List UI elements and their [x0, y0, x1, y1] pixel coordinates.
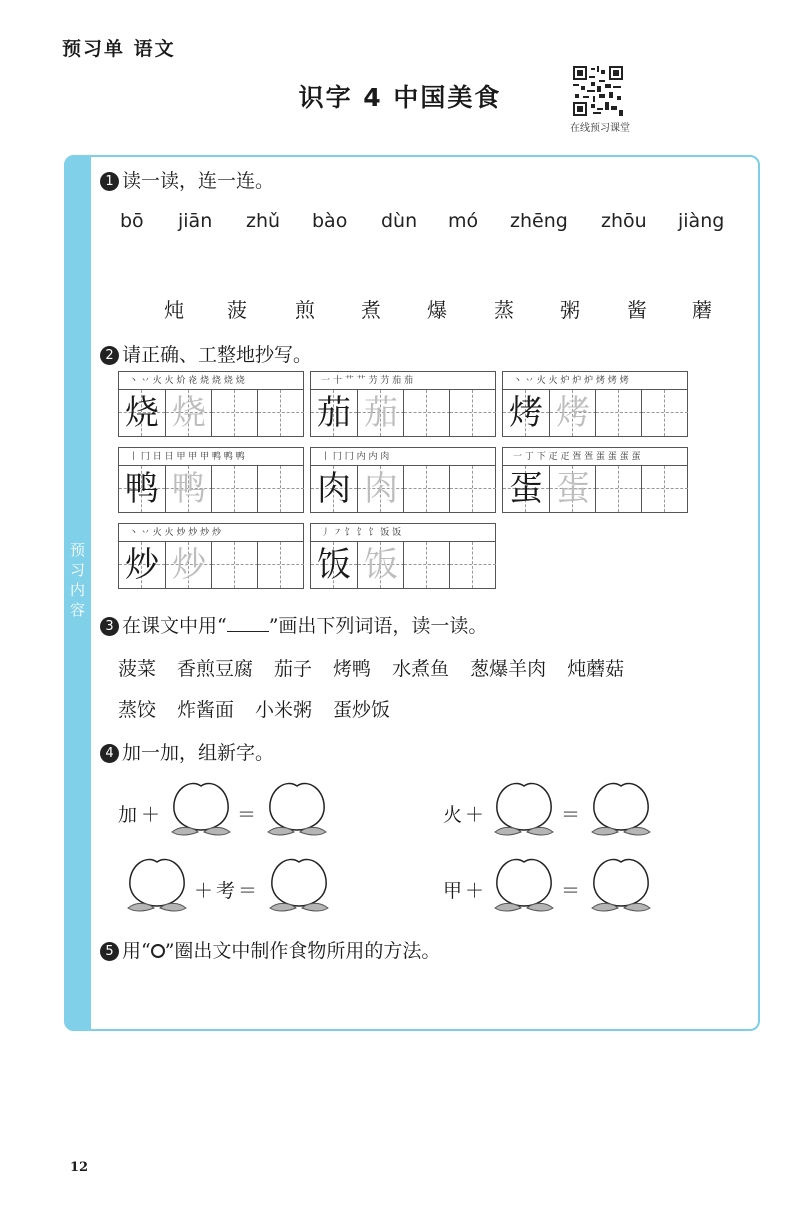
word-item[interactable]: 烤鸭: [333, 658, 372, 680]
sample-cell: [311, 390, 357, 436]
writing-cell[interactable]: [449, 542, 495, 588]
stroke-order-row: 丶 丷 火 火 炉 炉 炉 烤 烤 烤: [503, 372, 687, 390]
model-character: 鸭: [125, 469, 159, 509]
sample-cell: [357, 542, 403, 588]
question-2: [100, 340, 312, 367]
question-number: 2: [100, 346, 119, 365]
character-item[interactable]: 菠: [227, 298, 247, 322]
model-character: 饭: [317, 545, 351, 585]
writing-cell[interactable]: [257, 466, 303, 512]
pinyin-item[interactable]: bō: [120, 210, 144, 232]
word-item[interactable]: 菠菜: [118, 658, 157, 680]
character-item[interactable]: 蒸: [494, 298, 514, 322]
writing-cell[interactable]: [449, 466, 495, 512]
writing-cell[interactable]: [449, 390, 495, 436]
lesson-title: 识字 4 中国美食: [298, 83, 502, 112]
writing-cell[interactable]: [641, 390, 687, 436]
writing-cell[interactable]: [257, 390, 303, 436]
character-item[interactable]: 粥: [560, 298, 580, 322]
model-character: 蛋: [509, 469, 543, 509]
model-character: 肉: [317, 469, 351, 509]
stroke-order-row: 丿 ㇇ 饣 饣 饣 饭 饭: [311, 524, 495, 542]
sample-cell: [357, 390, 403, 436]
word-item[interactable]: 水煮鱼: [392, 658, 450, 680]
word-item[interactable]: 茄子: [274, 658, 313, 680]
equals-sign: ＝: [561, 804, 581, 826]
circle-mark-icon: [151, 944, 165, 958]
equals-sign: ＝: [237, 804, 257, 826]
question-4: [100, 738, 274, 765]
word-item[interactable]: 小米粥: [255, 699, 313, 721]
character-item[interactable]: 炖: [164, 298, 184, 322]
book-header: 预习单 语文: [62, 38, 176, 60]
sample-cell: [165, 390, 211, 436]
writing-cell[interactable]: [595, 466, 641, 512]
word-item[interactable]: 香煎豆腐: [177, 658, 254, 680]
question-number: 4: [100, 744, 119, 763]
question-3: 3 在课文中用“ ”画出下列词语，读一读。: [100, 611, 487, 638]
character-item[interactable]: 煮: [361, 298, 381, 322]
model-character: 烧: [125, 393, 159, 433]
equation-term: 加: [118, 804, 138, 826]
question-text: 加一加，组新字。: [122, 742, 275, 764]
question-number: 1: [100, 172, 119, 191]
underline-sample: [227, 615, 269, 632]
plus-sign: ＋: [465, 880, 485, 902]
pinyin-item[interactable]: jiān: [178, 210, 213, 232]
page-number: 12: [70, 1160, 89, 1175]
sample-cell: [119, 542, 165, 588]
word-item[interactable]: 蛋炒饭: [333, 699, 391, 721]
copy-box: [118, 523, 304, 589]
copy-box: [502, 371, 688, 437]
stroke-order-row: 丶 丷 火 火 炒 炒 炒 炒: [119, 524, 303, 542]
trace-character: 烧: [172, 393, 206, 433]
copy-box: [118, 447, 304, 513]
word-list-row-2: [118, 695, 411, 722]
writing-cell[interactable]: [211, 466, 257, 512]
plus-sign: ＋: [141, 804, 161, 826]
writing-cell[interactable]: [257, 542, 303, 588]
peach-answer-icon[interactable]: [588, 856, 654, 914]
sample-cell: [119, 466, 165, 512]
character-item[interactable]: 酱: [627, 298, 647, 322]
trace-character: 茄: [364, 393, 398, 433]
qr-code-icon[interactable]: [573, 66, 623, 116]
trace-character: 烤: [556, 393, 590, 433]
word-item[interactable]: 葱爆羊肉: [470, 658, 547, 680]
writing-cell[interactable]: [211, 390, 257, 436]
writing-cell[interactable]: [595, 390, 641, 436]
peach-answer-icon[interactable]: [588, 780, 654, 838]
copy-box: [502, 447, 688, 513]
writing-cell[interactable]: [403, 542, 449, 588]
peach-answer-icon[interactable]: [491, 856, 557, 914]
writing-cell[interactable]: [403, 390, 449, 436]
pinyin-item[interactable]: jiàng: [678, 210, 725, 232]
trace-character: 肉: [364, 469, 398, 509]
model-character: 烤: [509, 393, 543, 433]
peach-answer-icon[interactable]: [491, 780, 557, 838]
question-text: 请正确、工整地抄写。: [122, 344, 313, 366]
sample-cell: [165, 542, 211, 588]
peach-answer-icon[interactable]: [168, 780, 234, 838]
trace-character: 鸭: [172, 469, 206, 509]
sample-cell: [549, 466, 595, 512]
peach-answer-icon[interactable]: [264, 780, 330, 838]
stroke-order-row: 丨 冂 日 日 甲 甲 甲 鸭 鸭 鸭: [119, 448, 303, 466]
writing-cell[interactable]: [641, 466, 687, 512]
sample-cell: [311, 542, 357, 588]
sample-cell: [311, 466, 357, 512]
pinyin-item[interactable]: mó: [448, 210, 479, 232]
plus-sign: ＋: [465, 804, 485, 826]
trace-character: 饭: [364, 545, 398, 585]
copy-box: [310, 371, 496, 437]
character-item[interactable]: 爆: [427, 298, 447, 322]
pinyin-item[interactable]: dùn: [381, 210, 418, 232]
stroke-order-row: 丶 丷 火 火 炌 炛 烧 烧 烧 烧: [119, 372, 303, 390]
equals-sign: ＝: [238, 880, 258, 902]
model-character: 茄: [317, 393, 351, 433]
sample-cell: [165, 466, 211, 512]
equation-term: 考: [216, 880, 236, 902]
trace-character: 蛋: [556, 469, 590, 509]
character-item[interactable]: 煎: [295, 298, 315, 322]
sample-cell: [549, 390, 595, 436]
peach-answer-icon[interactable]: [124, 856, 190, 914]
stroke-order-row: 一 丁 下 疋 疋 疍 疍 蛋 蛋 蛋 蛋: [503, 448, 687, 466]
word-item[interactable]: 炸酱面: [177, 699, 235, 721]
pinyin-item[interactable]: zhēng: [510, 210, 568, 232]
stroke-order-row: 丨 冂 冂 内 内 肉: [311, 448, 495, 466]
character-item[interactable]: 蘑: [692, 298, 712, 322]
question-5: 5 用“ ”圈出文中制作食物所用的方法。: [100, 936, 440, 963]
question-text: 读一读，连一连。: [122, 170, 275, 192]
word-item[interactable]: 炖蘑菇: [567, 658, 625, 680]
word-list-row-1: [118, 654, 645, 681]
plus-sign: ＋: [194, 880, 214, 902]
question-number: 5: [100, 942, 119, 961]
sample-cell: [357, 466, 403, 512]
trace-character: 炒: [172, 545, 206, 585]
equation-term: 甲: [443, 880, 463, 902]
qr-caption: 在线预习课堂: [570, 123, 630, 134]
pinyin-item[interactable]: bào: [312, 210, 348, 232]
question-1: [100, 166, 274, 193]
model-character: 炒: [125, 545, 159, 585]
pinyin-item[interactable]: zhōu: [601, 210, 647, 232]
question-number: 3: [100, 617, 119, 636]
pinyin-item[interactable]: zhǔ: [246, 210, 281, 232]
sample-cell: [119, 390, 165, 436]
equals-sign: ＝: [561, 880, 581, 902]
writing-cell[interactable]: [403, 466, 449, 512]
stroke-order-row: 一 十 艹 艹 芀 芀 茄 茄: [311, 372, 495, 390]
side-tab-label: 预 习 内 容: [69, 541, 85, 619]
sample-cell: [503, 390, 549, 436]
sample-cell: [503, 466, 549, 512]
equation-term: 火: [443, 804, 463, 826]
copy-box: [118, 371, 304, 437]
writing-cell[interactable]: [211, 542, 257, 588]
copy-box: [310, 523, 496, 589]
copy-box: [310, 447, 496, 513]
peach-answer-icon[interactable]: [266, 856, 332, 914]
word-item[interactable]: 蒸饺: [118, 699, 157, 721]
